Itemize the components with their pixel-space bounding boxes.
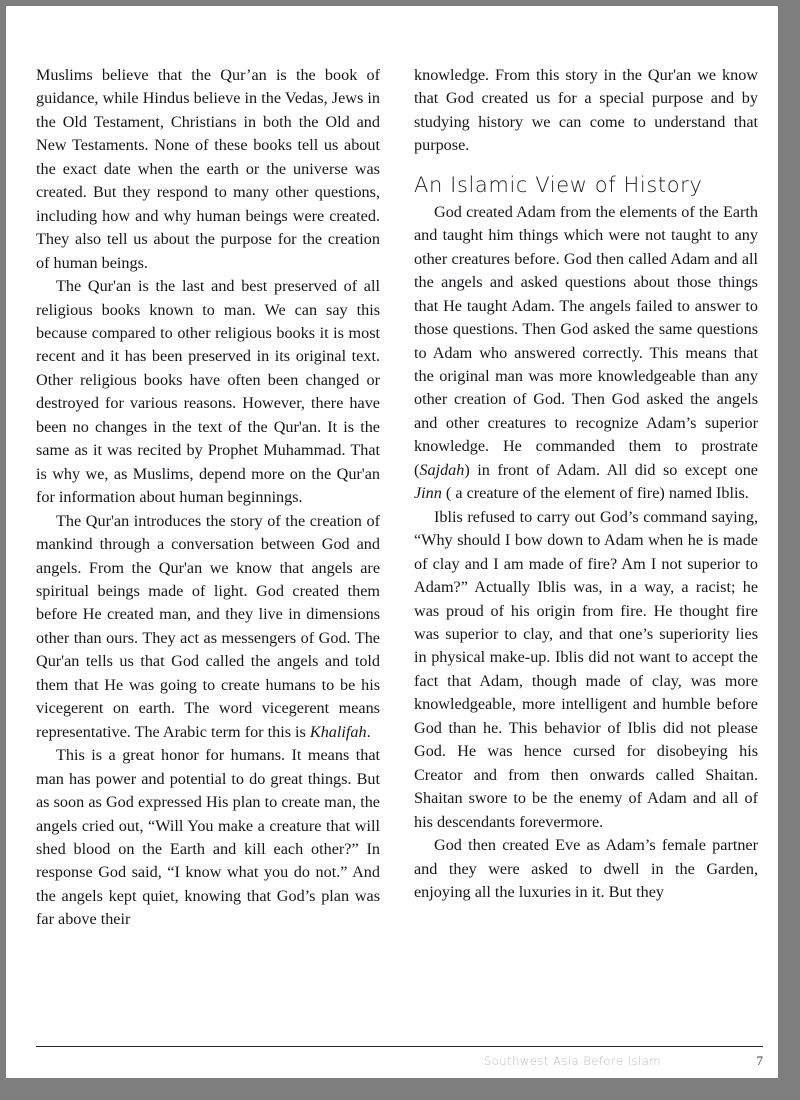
italic-term-jinn: Jinn	[414, 484, 442, 503]
paragraph-left-4: This is a great honor for humans. It means that man has power and potential to do great things. But as soon as God expressed His plan to create man, the angels cried out, “Will You make a creature that will shed blood on the Earth and kill each other?” In response God said, “I know what you do not.” And the angels kept quiet, knowing that God’s plan was far above their	[36, 746, 380, 929]
paragraph-right-2-part-c: ( a creature of the element of fire) named Iblis.	[441, 484, 749, 503]
left-column	[36, 64, 380, 1036]
running-head-title: Southwest Asia Before Islam	[483, 1054, 661, 1068]
paragraph-left-2: The Qur'an is the last and best preserved of all religious books known to man. We can say this because compared to other religious books it is most recent and it has been preserved in its original text. Other religious books have often been changed or destroyed for various reasons. However, there have been no changes in the text of the Qur'an. It is the same as it was recited by Prophet Muhammad. That is why we, as Muslims, depend more on the Qur'an for information about human beginnings.	[36, 277, 380, 507]
paragraph-left-1: Muslims believe that the Qur’an is the book of guidance, while Hindus believe in the Vedas, Jews in the Old Testament, Christians in both the Old and New Testaments. None of these books tell us about the exact date when the earth or the universe was created. But they respond to many other questions, including how and why human beings were created. They also tell us about the purpose for the creation of human beings.	[36, 66, 380, 272]
paragraph-right-3: Iblis refused to carry out God’s command saying, “Why should I bow down to Adam when he is made of clay and I am made of fire? Am I not superior to Adam?” Actually Iblis was, in a way, a racist; he was proud of his origin from fire. He thought fire was superior to clay, and that one’s superiority lies in physical make-up. Iblis did not want to accept the fact that Adam, though made of clay, was more knowledgeable, more intelligent and humble before God than he. This behavior of Iblis did not please God. He was hence cursed for disobeying his Creator and from then onwards called Shaitan. Shaitan swore to be the enemy of Adam and all of his descendants forevermore.	[414, 507, 758, 831]
footer-line	[36, 1053, 763, 1069]
page-footer	[36, 1046, 763, 1069]
two-column-body	[36, 64, 758, 1036]
paragraph-left-3	[36, 510, 380, 745]
paragraph-right-2	[414, 201, 758, 506]
paragraph-right-2-part-b: ) in front of Adam. All did so except one	[464, 460, 758, 479]
page-content-area	[6, 6, 778, 1078]
paragraph-right-2-part-a: God created Adam from the elements of the Earth and taught him things which were not taught to any other creatures before. God then called Adam and all the angels and asked questions about those things that He taught Adam. The angels failed to answer to those questions. Then God asked the same questions to Adam who answered correctly. This means that the original man was more knowledgeable than any other creation of God. Then God asked the angels and other creatures to recognize Adam’s superior knowledge. He commanded them to prostrate (	[414, 202, 758, 479]
paragraph-right-1: knowledge. From this story in the Qur'an we know that God created us for a special purpose and by studying history we can come to understand that purpose.	[414, 66, 758, 155]
page-number: 7	[756, 1053, 763, 1068]
footer-rule	[36, 1046, 763, 1047]
paragraph-left-3-text: The Qur'an introduces the story of the creation of mankind through a conversation between God and angels. From the Qur'an we know that angels are spiritual beings made of light. God created them before He created man, and they live in dimensions other than ours. They act as messengers of God. The Qur'an tells us that God called the angels and told them that He was going to create humans to be his vicegerent on earth. The word vicegerent means representative. The Arabic term for this is	[36, 511, 380, 741]
paragraph-right-4: God then created Eve as Adam’s female partner and they were asked to dwell in the Garden, enjoying all the luxuries in it. But they	[414, 836, 758, 901]
right-column	[414, 64, 758, 1036]
italic-term-sajdah: Sajdah	[419, 460, 465, 479]
section-heading-islamic-view-of-history: An Islamic View of History	[414, 172, 703, 197]
paragraph-left-3-tail: .	[366, 722, 371, 741]
italic-term-khalifah: Khalifah	[309, 722, 367, 741]
